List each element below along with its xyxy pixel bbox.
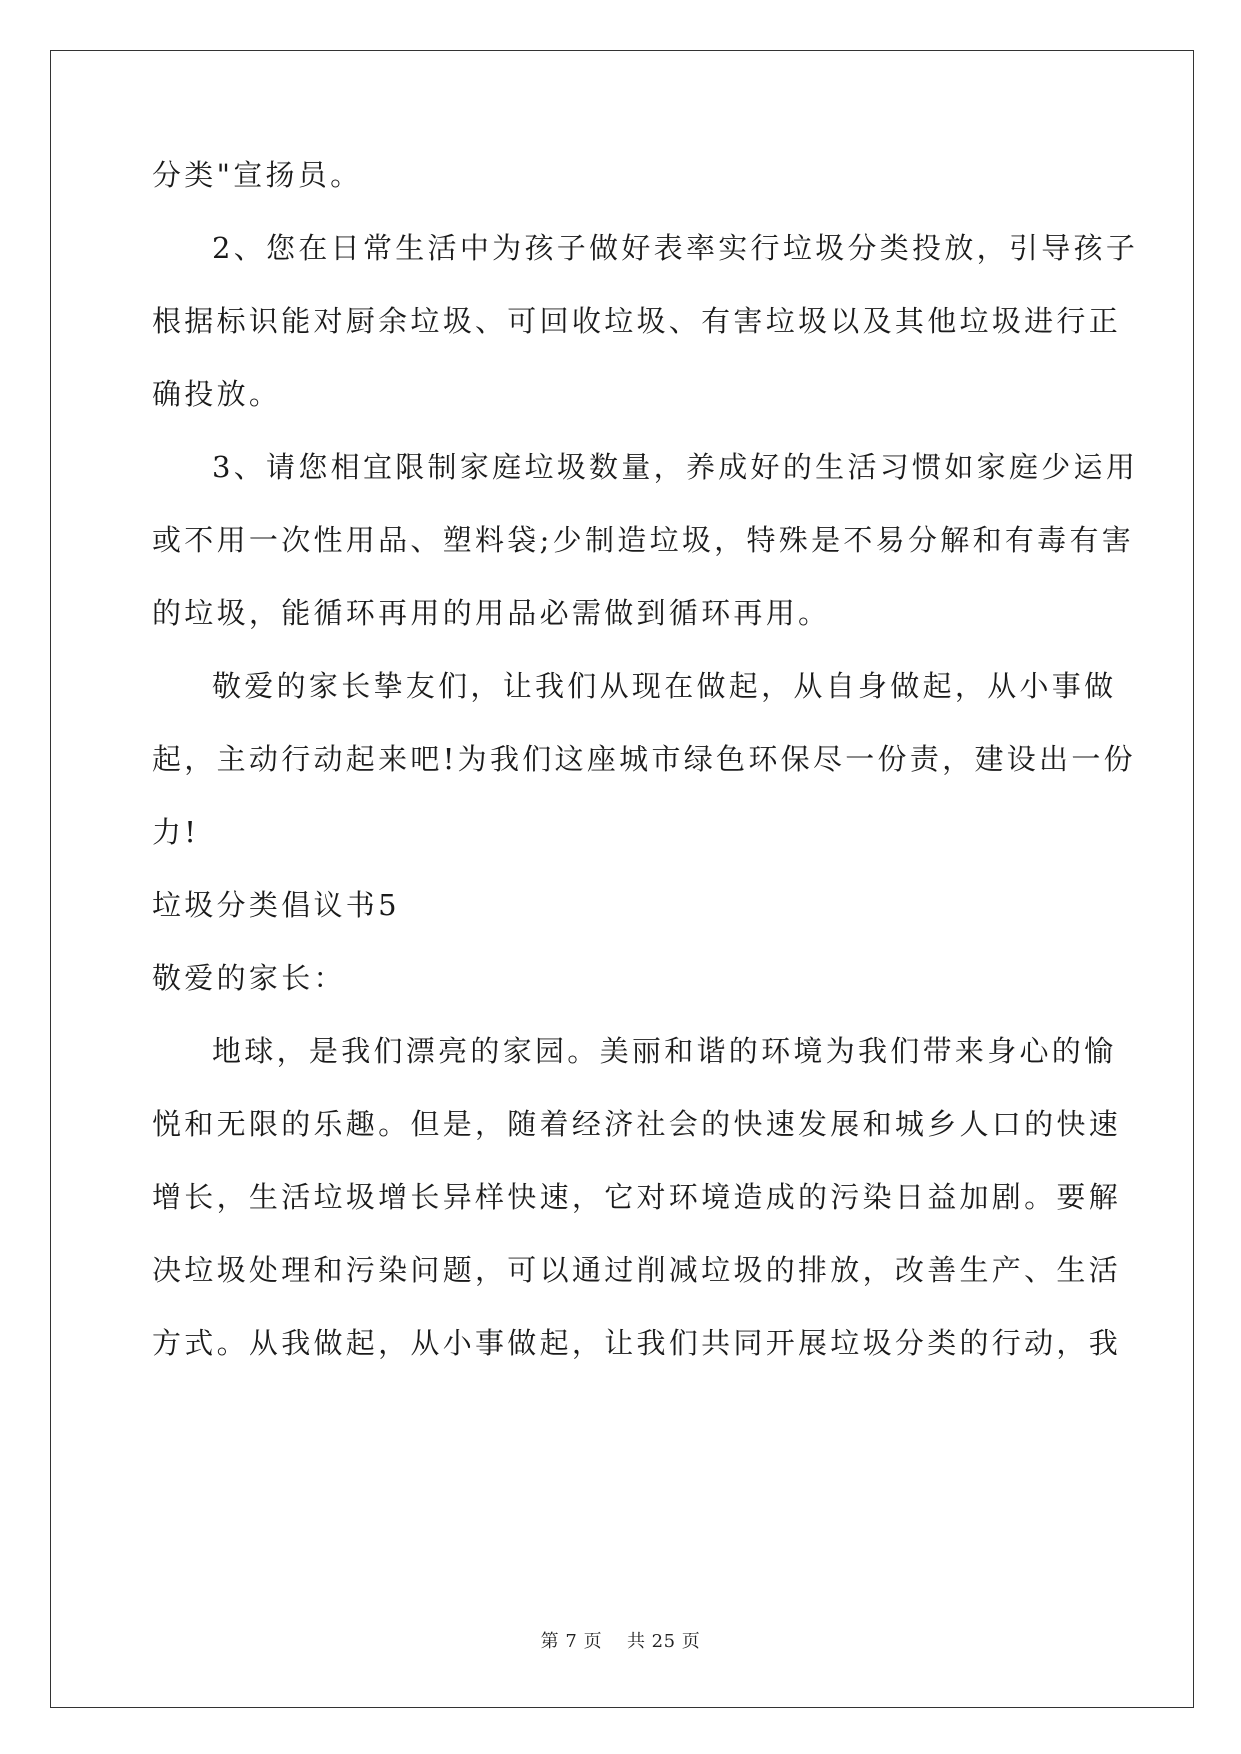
text-line: 确投放。: [152, 377, 282, 411]
text-line: 或不用一次性用品、塑料袋;少制造垃圾，特殊是不易分解和有毒有害: [152, 523, 1135, 557]
page-border: [50, 50, 1194, 1708]
section-heading: 垃圾分类倡议书5: [152, 888, 400, 922]
text-line: 方式。从我做起，从小事做起，让我们共同开展垃圾分类的行动，我: [152, 1326, 1122, 1360]
text-line: 根据标识能对厨余垃圾、可回收垃圾、有害垃圾以及其他垃圾进行正: [152, 304, 1122, 338]
salutation: 敬爱的家长：: [152, 961, 346, 995]
text-line: 悦和无限的乐趣。但是，随着经济社会的快速发展和城乡人口的快速: [152, 1107, 1122, 1141]
text-line: 分类"宣扬员。: [152, 158, 363, 192]
text-line: 决垃圾处理和污染问题，可以通过削减垃圾的排放，改善生产、生活: [152, 1253, 1122, 1287]
text-line: 力!: [152, 815, 200, 849]
page-number-footer: 第 7 页 共 25 页: [540, 1631, 701, 1652]
text-line: 起，主动行动起来吧!为我们这座城市绿色环保尽一份责，建设出一份: [152, 742, 1136, 776]
paragraph-start-line: 3、请您相宜限制家庭垃圾数量，养成好的生活习惯如家庭少运用: [212, 450, 1139, 484]
text-line: 增长，生活垃圾增长异样快速，它对环境造成的污染日益加剧。要解: [152, 1180, 1122, 1214]
paragraph-start-line: 2、您在日常生活中为孩子做好表率实行垃圾分类投放，引导孩子: [212, 231, 1139, 265]
paragraph-start-line: 地球，是我们漂亮的家园。美丽和谐的环境为我们带来身心的愉: [212, 1034, 1117, 1068]
paragraph-start-line: 敬爱的家长挚友们，让我们从现在做起，从自身做起，从小事做: [212, 669, 1117, 703]
text-line: 的垃圾，能循环再用的用品必需做到循环再用。: [152, 596, 831, 630]
